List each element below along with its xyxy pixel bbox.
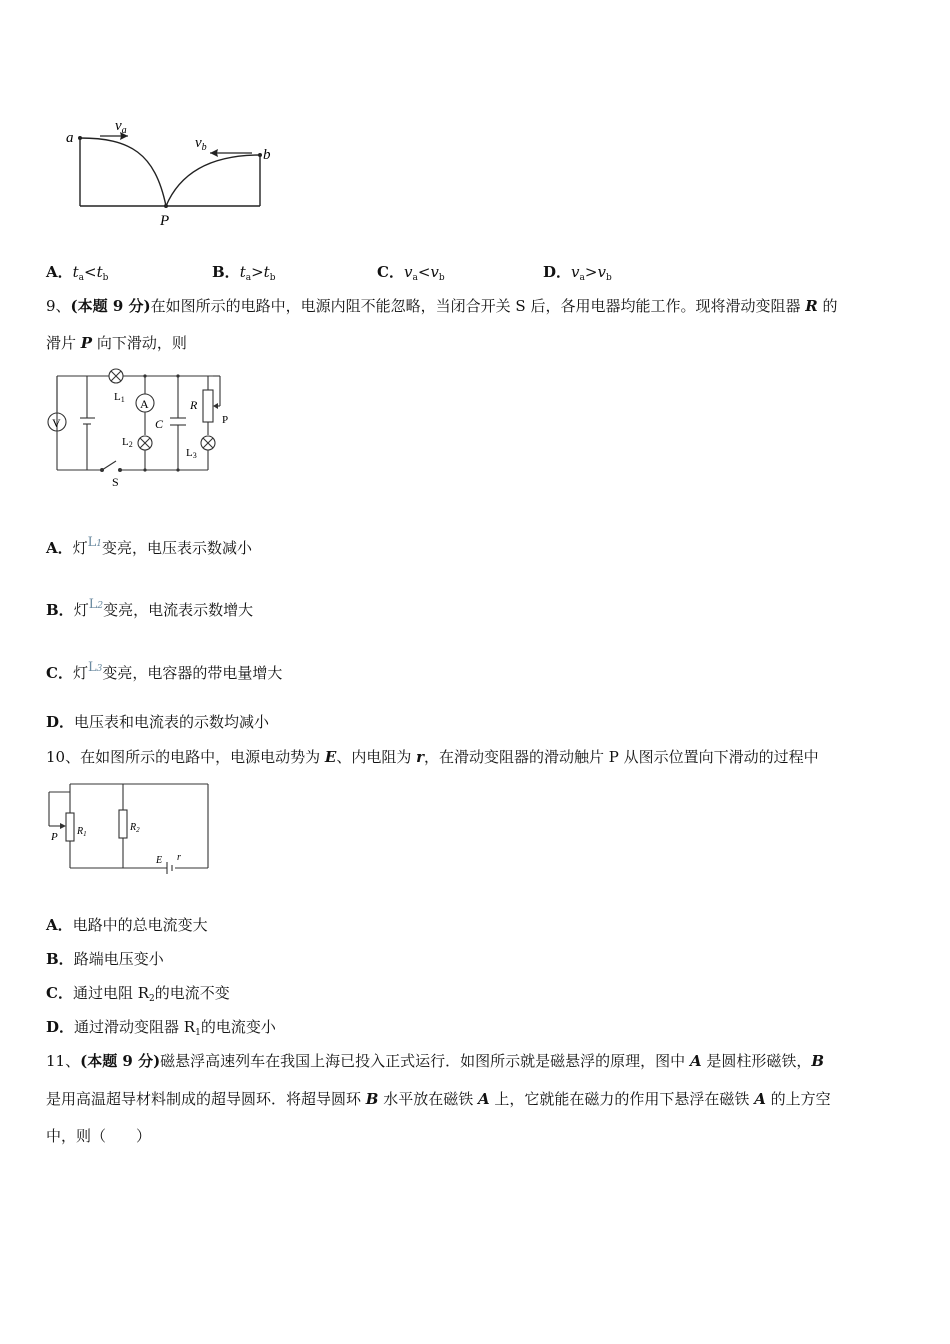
q10-option-b[interactable]: B．路端电压变小	[46, 950, 164, 968]
q11-stem-line1: 11、(本题 9 分)磁悬浮高速列车在我国上海已投入正式运行．如图所示就是磁悬浮的原理，图中 A 是圆柱形磁铁，B	[46, 1052, 825, 1070]
q8-option-d[interactable]: D．$v_a>v_b$	[543, 263, 612, 283]
q10-stem: 10、在如图所示的电路中，电源电动势为 E、内电阻为 r，在滑动变阻器的滑动触片 P 从图示位置向下滑动的过程中	[46, 748, 819, 766]
q9-fig-L3: L3	[186, 447, 197, 460]
q8-option-b[interactable]: B．$t_a>t_b$	[212, 263, 276, 283]
q8-option-a[interactable]: A．$t_a<t_b$	[46, 263, 109, 283]
q9-stem-line1: 9、(本题 9 分)在如图所示的电路中，电源内阻不能忽略，当闭合开关 S 后，各用电器均能工作。现将滑动变阻器 R 的	[46, 297, 838, 315]
q10-fig-r: r	[177, 852, 181, 863]
q11-stem-line2: 是用高温超导材料制成的超导圆环．将超导圆环 B 水平放在磁铁 A 上，它就能在磁力的作用下悬浮在磁铁 A 的上方空	[46, 1090, 831, 1108]
q10-circuit-figure	[40, 778, 215, 878]
q9-fig-L2: L2	[122, 436, 133, 449]
q10-fig-R1: $R_1$	[77, 826, 87, 838]
q8-figure	[60, 108, 290, 233]
q8-label-a: a	[66, 130, 74, 146]
q9-fig-C: C	[155, 417, 164, 431]
q9-option-c[interactable]: C．灯L3变亮，电容器的带电量增大	[46, 660, 283, 682]
q10-fig-P: P	[51, 831, 58, 843]
q9-fig-S: S	[112, 475, 119, 489]
q8-label-va: $v_a$	[115, 118, 127, 136]
q10-fig-R2: $R_2$	[130, 822, 140, 834]
q9-stem-line2: 滑片 P 向下滑动，则	[46, 334, 187, 352]
q9-option-d[interactable]: D．电压表和电流表的示数均减小	[46, 713, 270, 731]
q9-fig-V: V	[52, 416, 61, 430]
q9-option-a[interactable]: A．灯L1变亮，电压表示数减小	[46, 535, 253, 557]
q8-label-P: P	[160, 213, 170, 229]
q8-label-b: b	[263, 147, 271, 163]
q9-circuit-figure	[40, 362, 240, 492]
q9-fig-R: R	[190, 398, 198, 412]
q11-stem-line3: 中，则（ ）	[46, 1127, 152, 1145]
q8-label-vb: $v_b$	[195, 135, 207, 153]
q9-option-b[interactable]: B．灯L2变亮，电流表示数增大	[46, 597, 254, 619]
q10-option-d[interactable]: D．通过滑动变阻器 $R_1$的电流变小	[46, 1018, 276, 1038]
q9-fig-P: P	[222, 414, 229, 426]
q10-option-c[interactable]: C．通过电阻 $R_2$的电流不变	[46, 984, 230, 1004]
q9-fig-A: A	[140, 397, 149, 411]
q10-option-a[interactable]: A．电路中的总电流变大	[46, 916, 208, 934]
q10-fig-E: E	[156, 855, 163, 866]
q8-option-c[interactable]: C．$v_a<v_b$	[377, 263, 445, 283]
q9-fig-L1: L1	[114, 391, 125, 404]
